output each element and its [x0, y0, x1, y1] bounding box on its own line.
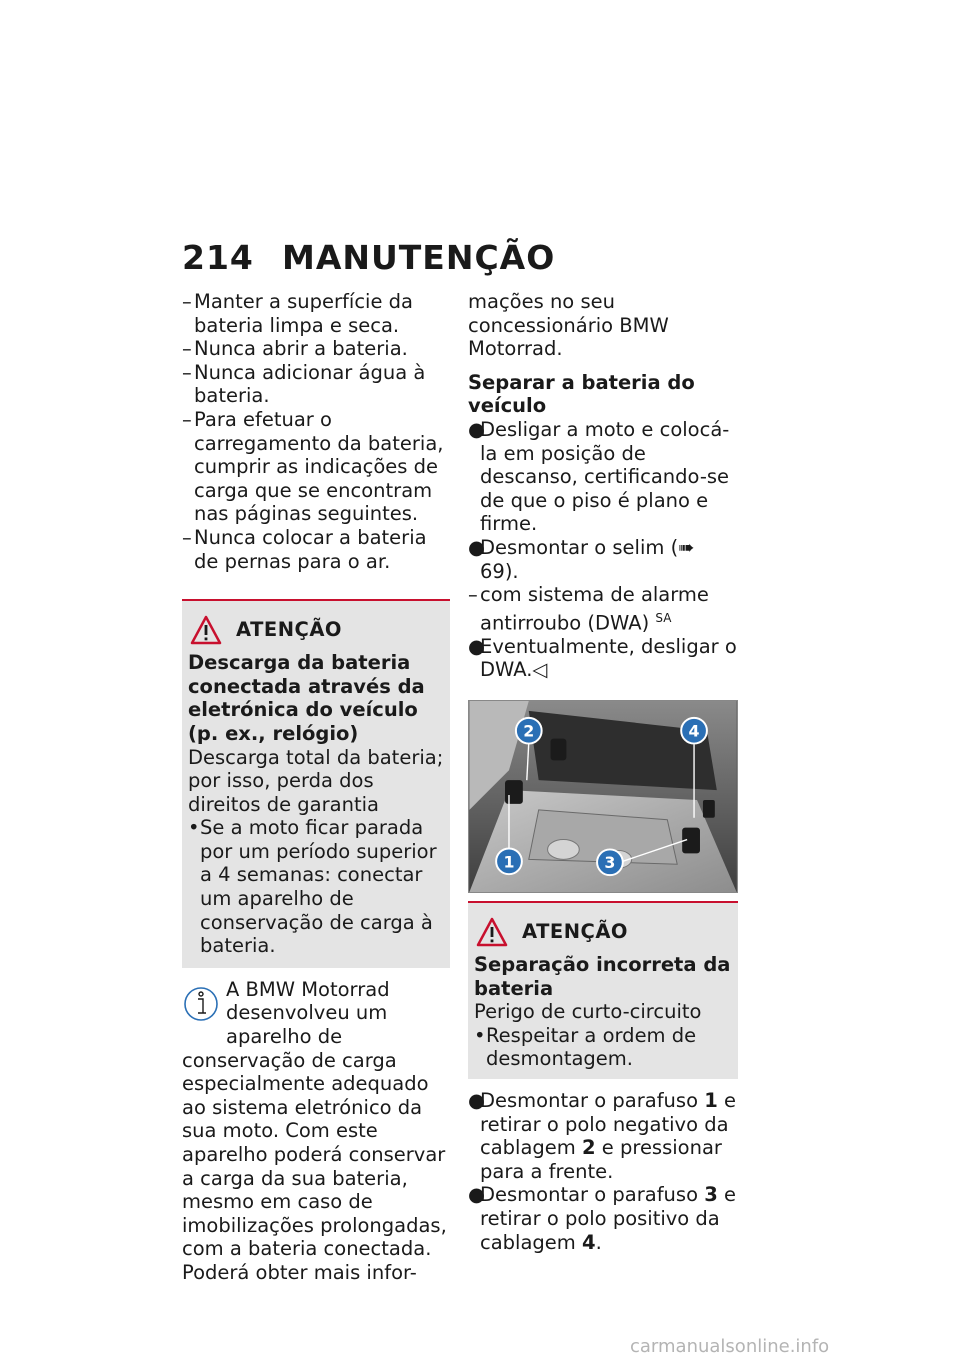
- callout-2: [516, 718, 542, 744]
- callout-1: [496, 848, 522, 874]
- warning-triangle-icon: [190, 615, 222, 645]
- list-item: ●Desmontar o parafuso 1 e retirar o polo negativo da cablagem 2 e pressionar para a frente.: [468, 1088, 736, 1183]
- note-text-first: A BMW Motorrad desenvolveu um aparelho de: [226, 977, 390, 1049]
- list-item: – Manter a superfície da bateria limpa e seca.: [182, 290, 413, 337]
- svg-text:3: 3: [604, 853, 616, 873]
- list-item: ●Desligar a moto e colocá-la em posição de descanso, certificando-se de que o piso é plano e firme.: [468, 417, 730, 536]
- continuation-text: mações no seu concessionário BMW Motorrad.: [468, 290, 669, 361]
- list-item: – Nunca adicionar água à bateria.: [182, 360, 426, 408]
- battery-illustration: [469, 701, 737, 892]
- right-column: [468, 290, 738, 1254]
- warning-subtitle: Descarga da bateria conectada através da eletrónica do veículo (p. ex., relógio): [188, 651, 425, 745]
- svg-text:4: 4: [688, 721, 700, 741]
- list-item: – Nunca abrir a bateria.: [182, 337, 408, 361]
- section-title: Separar a bateria do veículo: [468, 370, 695, 418]
- callout-3: [597, 849, 623, 875]
- warning-title: ATENÇÃO: [522, 920, 628, 944]
- info-note: [182, 978, 450, 1285]
- warning-text: Descarga total da bateria; por isso, perda dos direitos de garantia: [188, 745, 444, 816]
- page-header: [182, 238, 555, 277]
- battery-figure: [468, 700, 738, 893]
- page-number: 214: [182, 238, 254, 277]
- chapter-title: MANUTENÇÃO: [282, 238, 556, 277]
- svg-text:2: 2: [523, 721, 535, 741]
- list-item: – com sistema de alarme antirroubo (DWA) $^{SA}$: [468, 583, 709, 635]
- list-item: ●Eventualmente, desligar o DWA.◁: [468, 634, 737, 682]
- svg-text:1: 1: [503, 852, 515, 872]
- warning-subtitle: Separação incorreta da bateria: [474, 953, 731, 1000]
- warning-box: [468, 901, 738, 1079]
- list-item: – Para efetuar o carregamento da bateria, cumprir as indicações de carga que se encontram nas páginas seguintes.: [182, 407, 444, 526]
- list-item: – Nunca colocar a bateria de pernas para o ar.: [182, 525, 427, 573]
- warning-box: [182, 599, 450, 968]
- warning-bullet: •Se a moto ficar parada por um período superior a 4 semanas: conectar um aparelho de conservação de carga à bateria.: [188, 816, 437, 958]
- info-icon: [182, 980, 220, 1024]
- warning-title: ATENÇÃO: [236, 618, 342, 642]
- list-item: ●Desmontar o selim (➠ 69).: [468, 535, 695, 583]
- warning-bullet: •Respeitar a ordem de desmontagem.: [474, 1023, 697, 1071]
- callout-4: [681, 718, 707, 744]
- warning-triangle-icon: [476, 917, 508, 947]
- note-text: conservação de carga especialmente adequado ao sistema eletrónico da sua moto. Com este aparelho poderá conservar a carga da sua bateria, mesmo em caso de imobilizações prolongadas, com a bateria conectada. Poderá obter mais infor-: [182, 1048, 447, 1284]
- left-column: [182, 290, 450, 1285]
- list-item: ●Desmontar o parafuso 3 e retirar o polo positivo da cablagem 4.: [468, 1183, 736, 1254]
- watermark[interactable]: carmanualsonline.info: [630, 1336, 830, 1357]
- warning-text: Perigo de curto-circuito: [474, 1000, 702, 1024]
